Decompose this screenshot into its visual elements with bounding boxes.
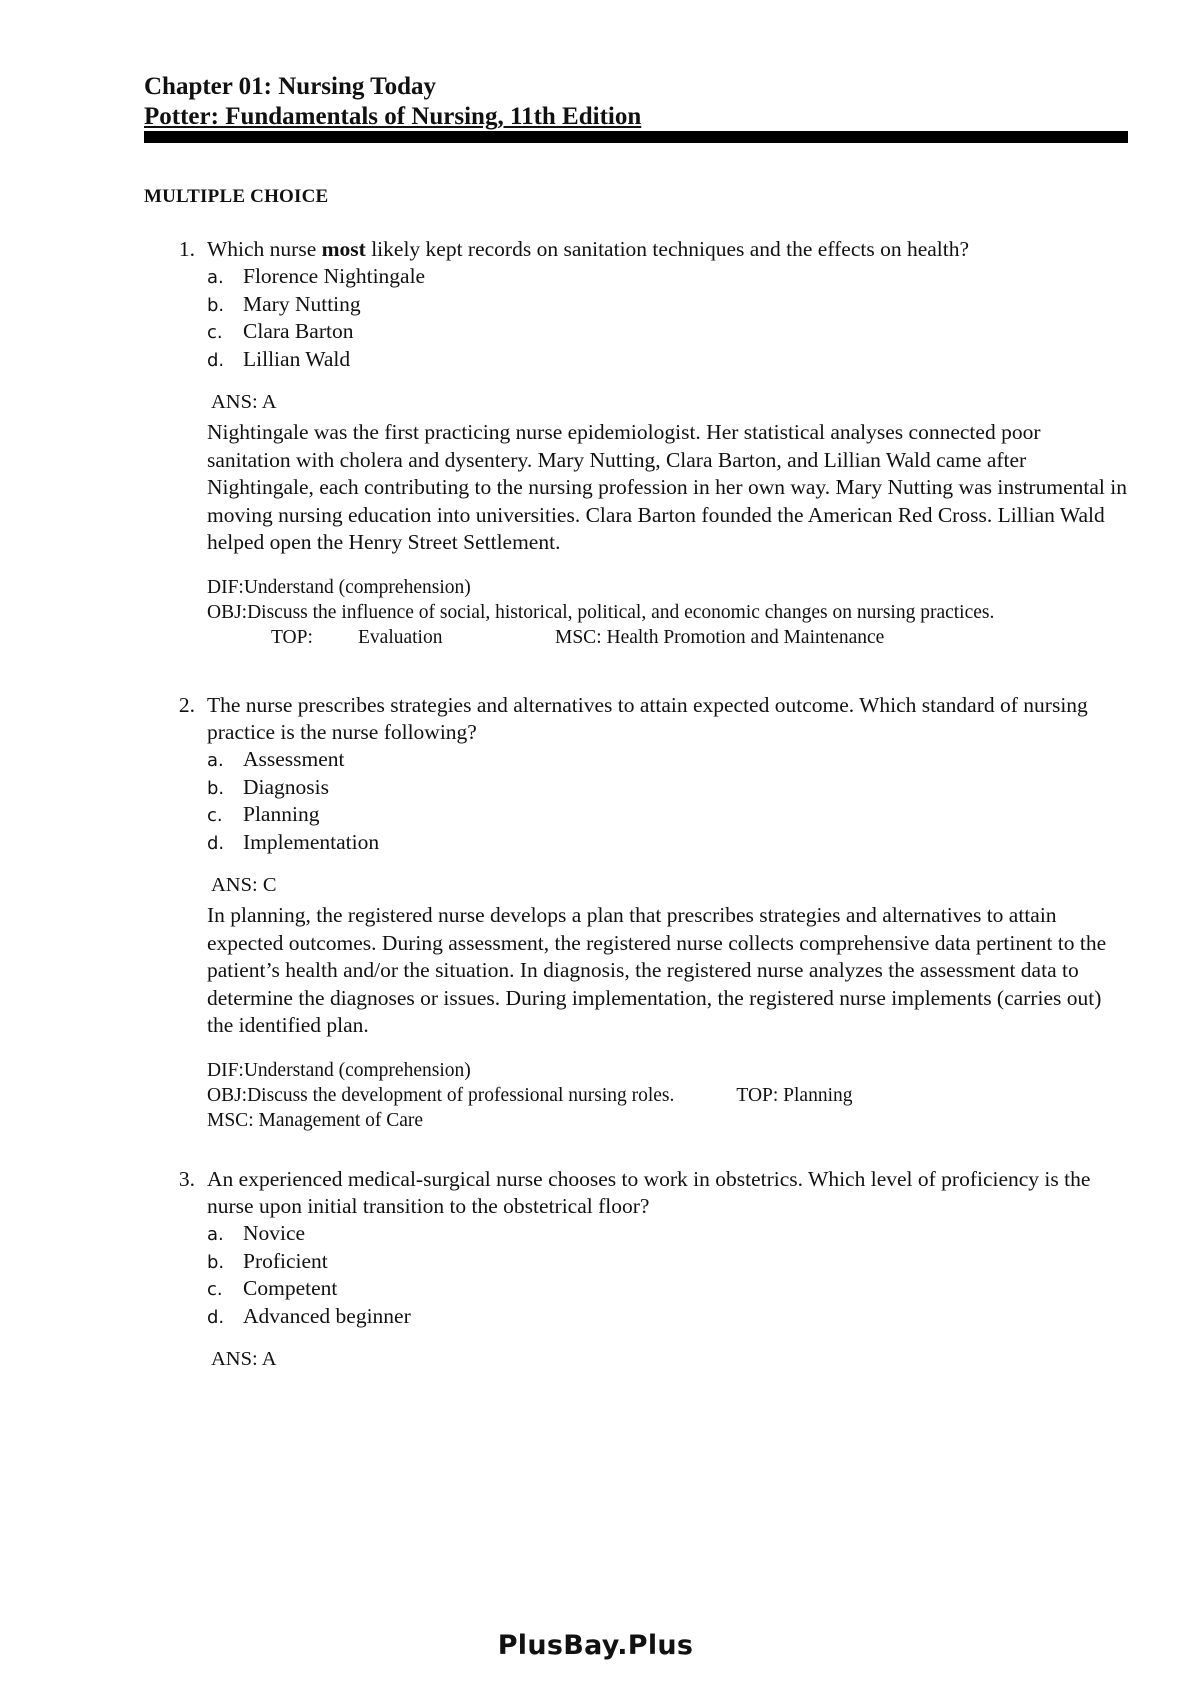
option-letter: a. <box>207 267 224 288</box>
objective: OBJ:Discuss the influence of social, historical, political, and economic changes on nursing practices. <box>207 601 995 623</box>
option-letter: b. <box>207 777 225 799</box>
option-text: Novice <box>243 1221 306 1245</box>
topic-label: TOP: <box>271 626 313 648</box>
objective: OBJ:Discuss the development of professional nursing roles. <box>207 1084 675 1106</box>
difficulty: DIF:Understand (comprehension) <box>207 1059 471 1081</box>
option-letter: c. <box>207 322 223 343</box>
option-letter: c. <box>207 1279 223 1300</box>
option-d <box>207 346 1128 374</box>
question-number: 3. <box>178 1167 195 1191</box>
msc: MSC: Health Promotion and Maintenance <box>555 626 885 648</box>
option-text: Mary Nutting <box>243 291 361 316</box>
option-d <box>207 829 1128 857</box>
question-2 <box>144 692 1128 1133</box>
option-text: Florence Nightingale <box>243 264 426 288</box>
option-text: Competent <box>243 1276 338 1300</box>
question-text <box>207 236 1128 263</box>
option-a <box>207 263 1128 291</box>
answer: ANS: C <box>211 874 277 896</box>
option-d <box>207 1303 1128 1331</box>
question-text: An experienced medical-surgical nurse chooses to work in obstetrics. Which level of proficiency is the nurse upon initial transition to the obstetrical floor? <box>207 1167 1091 1218</box>
option-b <box>207 774 1128 802</box>
option-letter: c. <box>207 805 223 826</box>
header-rule <box>144 131 1128 143</box>
option-letter: d. <box>207 1306 225 1328</box>
option-letter: b. <box>207 1251 225 1273</box>
question-metadata <box>207 1058 1128 1133</box>
topic: TOP: Planning <box>736 1084 853 1106</box>
answer: ANS: A <box>211 391 277 413</box>
option-letter: a. <box>207 1224 224 1245</box>
option-text: Proficient <box>243 1248 328 1273</box>
question-emphasis: most <box>321 237 366 261</box>
question-text: The nurse prescribes strategies and alternatives to attain expected outcome. Which standard of nursing practice is the nurse following? <box>207 693 1088 744</box>
option-letter: d. <box>207 349 225 371</box>
option-c <box>207 1275 1128 1303</box>
option-text: Implementation <box>243 829 380 854</box>
topic-value: Evaluation <box>358 626 443 648</box>
topic-msc-row <box>207 625 1128 650</box>
answer: ANS: A <box>211 1348 277 1370</box>
option-a <box>207 746 1128 774</box>
rationale: In planning, the registered nurse develops a plan that prescribes strategies and alternatives to attain expected outcomes. During assessment, the registered nurse collects comprehensive data pertinent to the patient’s health and/or the situation. In diagnosis, the registered nurse analyzes the assessment data to determine the diagnoses or issues. During implementation, the registered nurse implements (carries out) the identified plan. <box>207 903 1107 1037</box>
document-header <box>144 72 1128 132</box>
question-3 <box>144 1166 1128 1373</box>
option-c <box>207 801 1128 829</box>
option-a <box>207 1220 1128 1248</box>
options-list <box>207 1220 1128 1330</box>
option-b <box>207 291 1128 319</box>
option-c <box>207 318 1128 346</box>
difficulty: DIF:Understand (comprehension) <box>207 576 471 598</box>
option-text: Diagnosis <box>243 774 329 799</box>
option-text: Planning <box>243 802 320 826</box>
question-text-part: likely kept records on sanitation techniques and the effects on health? <box>365 237 970 261</box>
book-title: Potter: Fundamentals of Nursing, 11th Edition <box>144 103 642 130</box>
option-letter: d. <box>207 832 225 854</box>
option-b <box>207 1248 1128 1276</box>
option-text: Clara Barton <box>243 319 354 343</box>
option-text: Assessment <box>243 747 345 771</box>
question-metadata <box>207 575 1128 650</box>
options-list <box>207 746 1128 856</box>
rationale: Nightingale was the first practicing nurse epidemiologist. Her statistical analyses connected poor sanitation with cholera and dysentery. Mary Nutting, Clara Barton, and Lillian Wald came after Nightingale, each contributing to the nursing profession in her own way. Mary Nutting was instrumental in moving nursing education into universities. Clara Barton founded the American Red Cross. Lillian Wald helped open the Henry Street Settlement. <box>207 420 1127 554</box>
option-text: Advanced beginner <box>243 1303 411 1328</box>
question-text-part: Which nurse <box>207 237 322 261</box>
chapter-title: Chapter 01: Nursing Today <box>144 73 436 100</box>
options-list <box>207 263 1128 373</box>
msc: MSC: Management of Care <box>207 1109 424 1131</box>
question-1 <box>144 236 1128 650</box>
question-number: 2. <box>178 693 195 717</box>
section-title: MULTIPLE CHOICE <box>144 186 329 207</box>
objective-topic-row <box>207 1083 1128 1108</box>
option-letter: a. <box>207 750 224 771</box>
option-text: Lillian Wald <box>243 346 351 371</box>
question-number: 1. <box>178 237 195 261</box>
option-letter: b. <box>207 294 225 316</box>
footer-watermark: PlusBay.Plus <box>497 1630 694 1661</box>
